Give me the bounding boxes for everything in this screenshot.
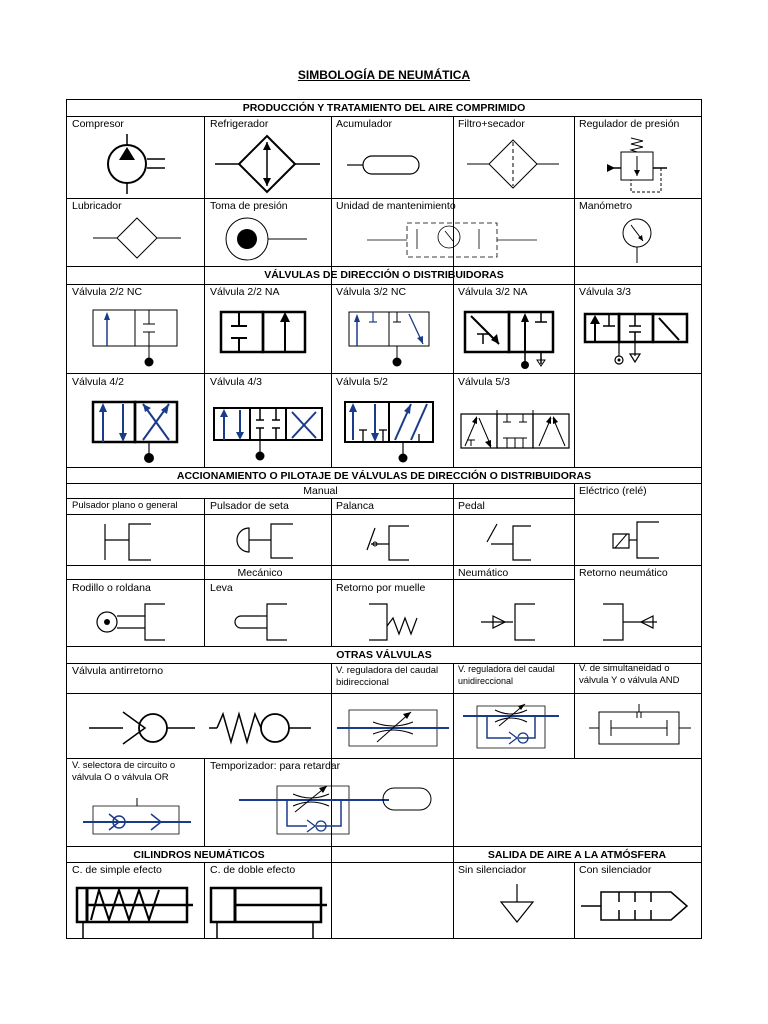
- refrigerador-symbol: [215, 134, 320, 194]
- valvula-22-nc-symbol: [87, 300, 187, 370]
- label-v33: Válvula 3/3: [579, 286, 631, 298]
- label-palanca: Palanca: [336, 500, 374, 512]
- label-regulador: Regulador de presión: [579, 118, 680, 130]
- label-reg-unidireccional: V. reguladora del caudal unidireccional: [458, 664, 555, 686]
- label-compresor: Compresor: [72, 118, 124, 130]
- label-toma: Toma de presión: [210, 200, 288, 212]
- antirretorno-symbol: [83, 702, 323, 756]
- neumatico-symbol: [475, 598, 565, 644]
- label-neumatico: Neumático: [458, 567, 509, 579]
- escape-sin-silenciador-symbol: [487, 880, 547, 936]
- label-con-silenciador: Con silenciador: [579, 864, 652, 876]
- label-sin-silenciador: Sin silenciador: [458, 864, 527, 876]
- section-valvulas: VÁLVULAS DE DIRECCIÓN O DISTRIBUIDORAS: [264, 269, 504, 281]
- subhead-mecanico: Mecánico: [237, 567, 283, 579]
- label-manometro: Manómetro: [579, 200, 633, 212]
- pulsador-plano-symbol: [93, 518, 193, 564]
- label-simple-efecto: C. de simple efecto: [72, 864, 162, 876]
- electrico-rele-symbol: [607, 518, 697, 564]
- lubricador-symbol: [87, 214, 197, 264]
- label-lubricador: Lubricador: [72, 200, 122, 212]
- document-title: SIMBOLOGÍA DE NEUMÁTICA: [297, 68, 471, 82]
- simultaneidad-symbol: [587, 704, 697, 754]
- section-cilindros: CILINDROS NEUMÁTICOS: [133, 849, 265, 861]
- label-doble-efecto: C. de doble efecto: [210, 864, 296, 876]
- label-retorno-neumatico: Retorno neumático: [579, 567, 668, 579]
- temporizador-symbol: [237, 776, 437, 846]
- label-filtro: Filtro+secador: [458, 118, 525, 130]
- label-v53: Válvula 5/3: [458, 376, 510, 388]
- cilindro-simple-efecto-symbol: [73, 880, 201, 940]
- reguladora-unidireccional-symbol: [459, 694, 573, 756]
- label-reg-bidireccional: V. reguladora del caudal bidireccional: [336, 665, 439, 688]
- acumulador-symbol: [339, 134, 447, 194]
- valvula-33-symbol: [579, 300, 699, 372]
- valvula-22-na-symbol: [217, 300, 317, 370]
- retorno-muelle-symbol: [357, 598, 447, 644]
- valvula-32-na-symbol: [459, 300, 569, 372]
- cilindro-doble-efecto-symbol: [207, 880, 331, 940]
- label-v22nc: Válvula 2/2 NC: [72, 286, 143, 298]
- label-rodillo: Rodillo o roldana: [72, 582, 151, 594]
- label-pulsador-seta: Pulsador de seta: [210, 500, 289, 512]
- label-v22na: Válvula 2/2 NA: [210, 286, 280, 298]
- label-v42: Válvula 4/2: [72, 376, 124, 388]
- selectora-symbol: [81, 798, 201, 844]
- regulador-presion-symbol: [581, 134, 696, 196]
- label-v32nc: Válvula 3/2 NC: [336, 286, 407, 298]
- symbol-table: [66, 99, 702, 939]
- label-v32na: Válvula 3/2 NA: [458, 286, 528, 298]
- label-pedal: Pedal: [458, 500, 485, 512]
- label-acumulador: Acumulador: [336, 118, 393, 130]
- subhead-manual: Manual: [303, 485, 338, 497]
- toma-presion-symbol: [207, 212, 327, 266]
- valvula-42-symbol: [87, 390, 187, 466]
- valvula-52-symbol: [341, 390, 441, 466]
- label-leva: Leva: [210, 582, 233, 594]
- label-v52: Válvula 5/2: [336, 376, 388, 388]
- retorno-neumatico-symbol: [597, 598, 697, 644]
- label-selectora: V. selectora de circuito o válvula O o válvula OR: [72, 760, 176, 783]
- label-v43: Válvula 4/3: [210, 376, 262, 388]
- reguladora-bidireccional-symbol: [337, 700, 451, 756]
- leva-symbol: [227, 598, 327, 644]
- filtro-secador-symbol: [459, 134, 567, 194]
- pedal-symbol: [475, 518, 565, 564]
- valvula-43-symbol: [210, 390, 328, 466]
- valvula-53-symbol: [457, 390, 573, 466]
- label-temporizador: Temporizador: para retardar: [210, 760, 341, 772]
- label-pulsador-plano: Pulsador plano o general: [72, 500, 178, 511]
- label-antirretorno: Válvula antirretorno: [72, 665, 164, 677]
- subhead-electrico: Eléctrico (relé): [579, 485, 647, 497]
- manometro-symbol: [607, 213, 667, 265]
- label-unidad: Unidad de mantenimiento: [336, 200, 456, 212]
- rodillo-symbol: [93, 598, 193, 644]
- label-muelle: Retorno por muelle: [336, 582, 426, 594]
- palanca-symbol: [357, 518, 447, 564]
- section-otras: OTRAS VÁLVULAS: [336, 649, 432, 661]
- compresor-symbol: [97, 134, 177, 194]
- section-produccion: PRODUCCIÓN Y TRATAMIENTO DEL AIRE COMPRIMIDO: [242, 102, 526, 114]
- valvula-32-nc-symbol: [343, 300, 443, 370]
- label-simultaneidad: V. de simultaneidad o válvula Y o válvula AND: [579, 663, 680, 686]
- section-salida: SALIDA DE AIRE A LA ATMÓSFERA: [487, 849, 667, 861]
- pulsador-seta-symbol: [227, 518, 327, 564]
- section-accionamiento: ACCIONAMIENTO O PILOTAJE DE VÁLVULAS DE DIRECCIÓN O DISTRIBUIDORAS: [176, 470, 592, 482]
- escape-con-silenciador-symbol: [579, 880, 699, 936]
- label-refrigerador: Refrigerador: [210, 118, 269, 130]
- unidad-mantenimiento-symbol: [367, 213, 567, 265]
